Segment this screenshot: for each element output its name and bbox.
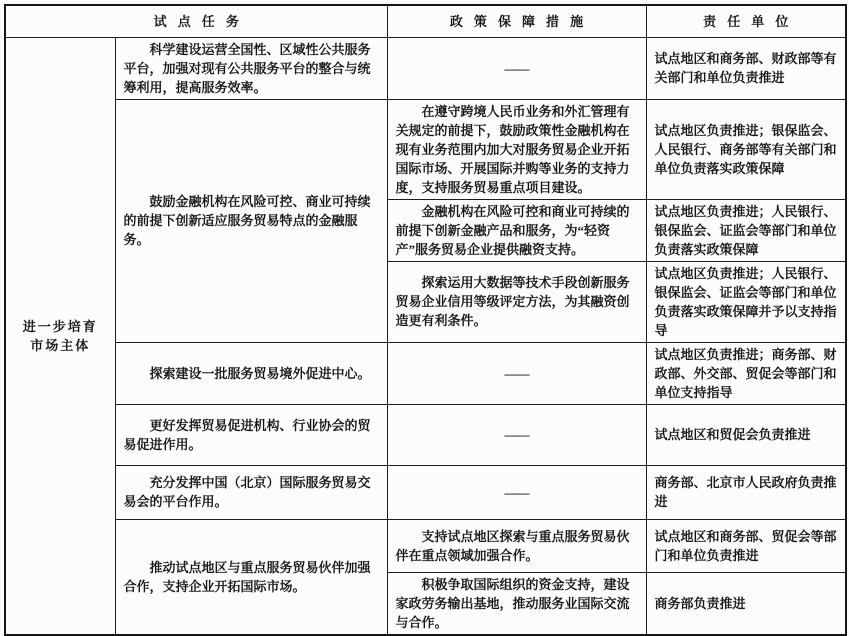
policy-table xyxy=(4,4,847,636)
task-text: 科学建设运营全国性、区域性公共服务平台，加强对现有公共服务平台的整合与统筹利用，提高服务效率。 xyxy=(123,41,371,95)
task-text: 鼓励金融机构在风险可控、商业可持续的前提下创新适应服务贸易特点的金融服务。 xyxy=(123,194,371,247)
category-line-1: 进一步培育 xyxy=(22,318,98,334)
unit-text: 试点地区负责推进；商务部、财政部、外交部、贸促会等部门和单位支持指导 xyxy=(654,346,837,400)
table-row xyxy=(5,465,846,519)
measure-text: 探索运用大数据等技术手段创新服务贸易企业信用等级评定方法，为其融资创造更有利条件。 xyxy=(395,275,630,328)
unit-text: 试点地区和商务部、贸促会等部门和单位负责推进 xyxy=(654,528,837,563)
measure-cell xyxy=(387,199,646,261)
unit-text: 试点地区负责推进；人民银行、银保监会、证监会等部门和单位负责落实政策保障并予以支持指导 xyxy=(654,265,837,338)
unit-text: 商务部、北京市人民政府负责推进 xyxy=(654,475,837,509)
table-row xyxy=(5,37,846,99)
task-text: 推动试点地区与重点服务贸易伙伴加强合作，支持企业开拓国际市场。 xyxy=(123,559,371,594)
unit-cell xyxy=(646,404,846,465)
measure-cell xyxy=(387,99,646,199)
unit-cell xyxy=(646,519,846,572)
measure-cell xyxy=(387,519,646,572)
measure-cell xyxy=(387,572,646,635)
measure-cell-dash: —— xyxy=(387,465,646,519)
category-line-2: 市场主体 xyxy=(30,337,91,353)
unit-cell xyxy=(646,261,846,342)
unit-cell xyxy=(646,465,846,519)
header-task: 试点任务 xyxy=(5,5,387,37)
unit-text: 试点地区负责推进；银保监会、人民银行、商务部等有关部门和单位负责落实政策保障 xyxy=(654,122,837,176)
unit-text: 试点地区和商务部、财政部等有关部门和单位负责推进 xyxy=(654,51,837,85)
unit-cell xyxy=(646,37,846,99)
table-row xyxy=(5,404,846,465)
task-cell xyxy=(115,37,387,99)
task-cell xyxy=(115,99,387,342)
table-row xyxy=(5,99,846,199)
unit-cell xyxy=(646,342,846,404)
table-header-row xyxy=(5,5,846,37)
measure-cell xyxy=(387,261,646,342)
unit-cell xyxy=(646,572,846,635)
task-text: 充分发挥中国（北京）国际服务贸易交易会的平台作用。 xyxy=(123,475,371,509)
task-cell xyxy=(115,342,387,404)
measure-cell-dash: —— xyxy=(387,342,646,404)
unit-text: 试点地区负责推进；人民银行、银保监会、证监会等部门和单位负责落实政策保障 xyxy=(654,203,837,257)
table-row xyxy=(5,519,846,572)
measure-cell-dash: —— xyxy=(387,37,646,99)
header-unit: 责任单位 xyxy=(646,5,846,37)
task-text: 探索建设一批服务贸易境外促进中心。 xyxy=(149,365,371,381)
category-cell xyxy=(5,37,115,635)
task-cell xyxy=(115,465,387,519)
header-measure: 政策保障措施 xyxy=(387,5,646,37)
measure-text: 金融机构在风险可控和商业可持续的前提下创新金融产品和服务，为“轻资产”服务贸易企业提供融资支持。 xyxy=(395,203,630,257)
table-row xyxy=(5,342,846,404)
measure-cell-dash: —— xyxy=(387,404,646,465)
measure-text: 积极争取国际组织的资金支持，建设家政劳务输出基地，推动服务业国际交流与合作。 xyxy=(395,576,630,630)
measure-text: 支持试点地区探索与重点服务贸易伙伴在重点领域加强合作。 xyxy=(395,528,630,563)
task-text: 更好发挥贸易促进机构、行业协会的贸易促进作用。 xyxy=(123,417,371,452)
unit-cell xyxy=(646,99,846,199)
task-cell xyxy=(115,404,387,465)
measure-text: 在遵守跨境人民币业务和外汇管理有关规定的前提下，鼓励政策性金融机构在现有业务范围内加大对服务贸易企业开拓国际市场、开展国际并购等业务的支持力度，支持服务贸易重点项目建设。 xyxy=(395,103,630,195)
unit-text: 商务部负责推进 xyxy=(654,595,746,611)
unit-cell xyxy=(646,199,846,261)
task-cell xyxy=(115,519,387,635)
unit-text: 试点地区和贸促会负责推进 xyxy=(654,427,811,442)
